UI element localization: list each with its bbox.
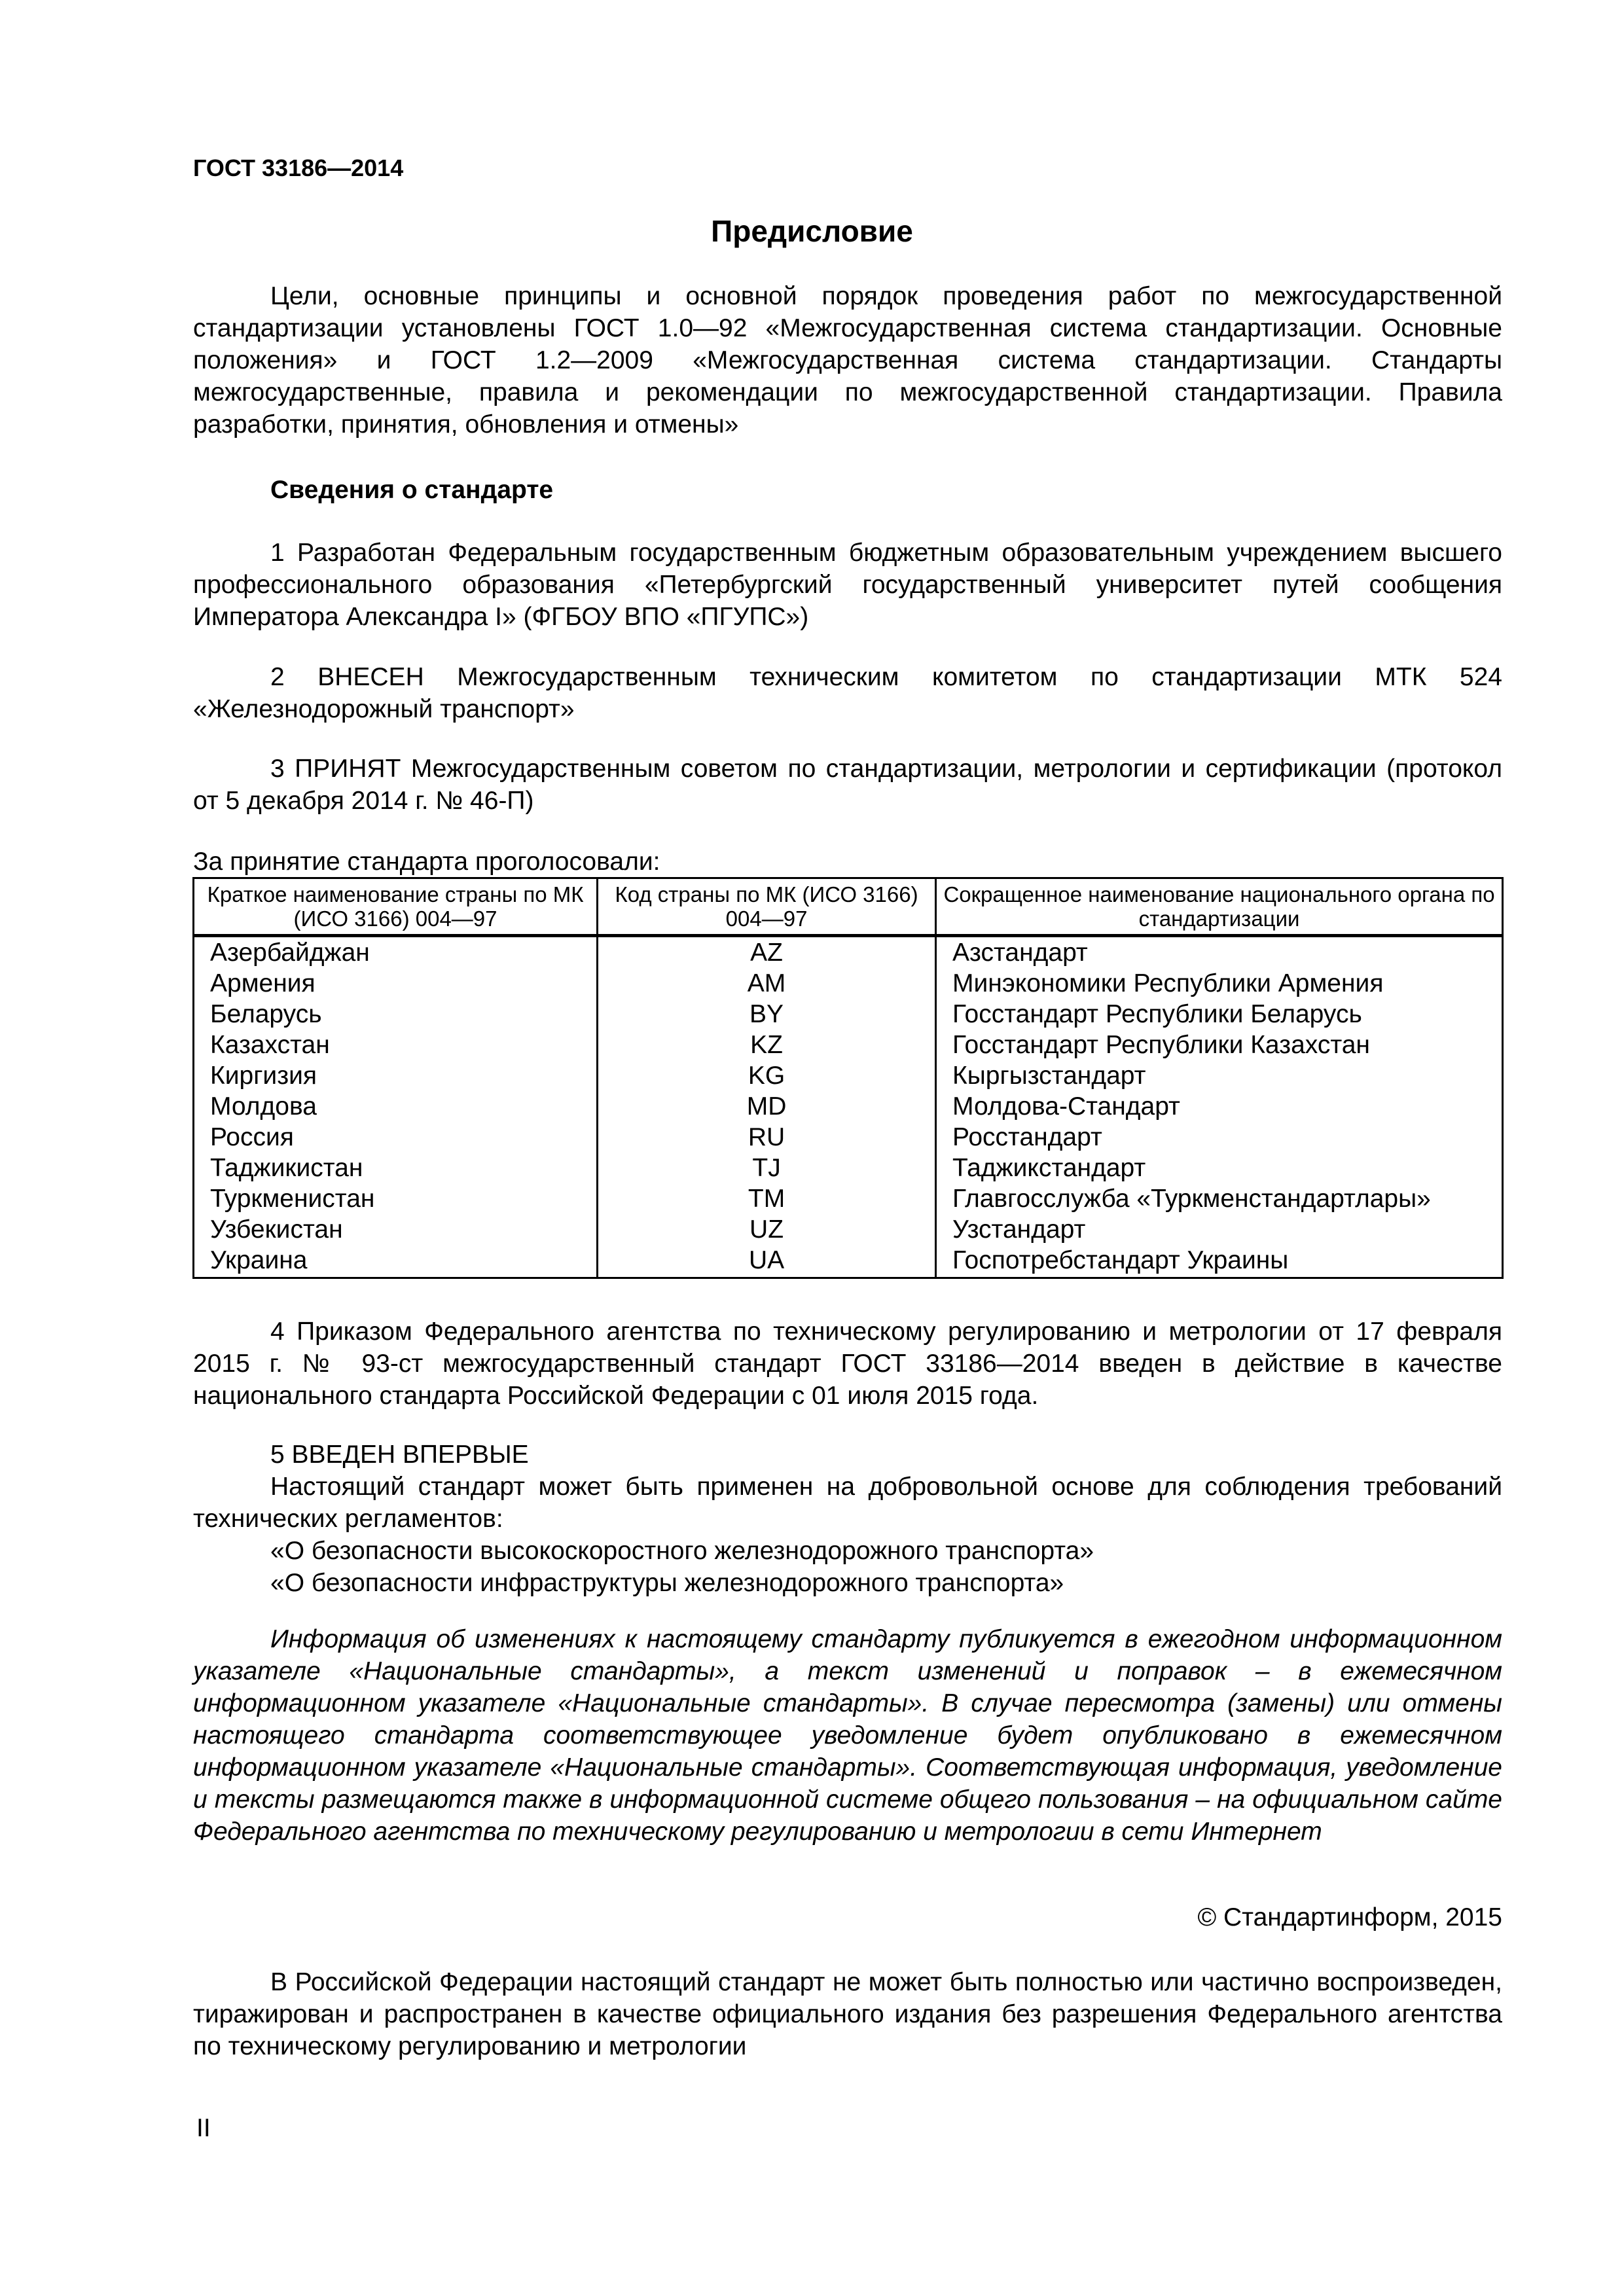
- country-code: MD: [598, 1091, 936, 1122]
- item-1: 1 Разработан Федеральным государственным бюджетным образовательным учреждением высшего профессионального образования «Петербургский государственный университет путей сообщения Императора Александра I» (ФГБОУ ВПО «ПГУПС»): [193, 539, 1502, 631]
- intro-paragraph: Цели, основные принципы и основной порядок проведения работ по межгосударственной стандартизации установлены ГОСТ 1.0—92 «Межгосударственная система стандартизации. Основные положения» и ГОСТ 1.2—2009 «Межгосударственная система стандартизации. Стандарты межгосударственные, правила и рекомендации по межгосударственной стандартизации. Правила разработки, принятия, обновления и отмены»: [193, 282, 1502, 439]
- regulation-2: «О безопасности инфраструктуры железнодорожного транспорта»: [270, 1569, 1064, 1597]
- country-name: Таджикистан: [194, 1153, 598, 1183]
- country-name: Азербайджан: [194, 936, 598, 969]
- reproduction-note: В Российской Федерации настоящий стандарт не может быть полностью или частично воспроизведен, тиражирован и распространен в качестве официального издания без разрешения Федерального агентства по техническому регулированию и метрологии: [193, 1968, 1502, 2060]
- country-code: BY: [598, 999, 936, 1030]
- authority-name: Госстандарт Республики Казахстан: [936, 1030, 1503, 1060]
- column-header-authority: Сокращенное наименование национального органа по стандартизации: [936, 878, 1503, 936]
- vote-caption: За принятие стандарта проголосовали:: [193, 848, 660, 876]
- page-title: Предисловие: [711, 214, 913, 248]
- authority-name: Госпотребстандарт Украины: [936, 1245, 1503, 1278]
- info-heading: Сведения о стандарте: [270, 476, 554, 504]
- country-name: Беларусь: [194, 999, 598, 1030]
- country-code: TM: [598, 1183, 936, 1214]
- country-name: Армения: [194, 968, 598, 999]
- table-row: [194, 1153, 1503, 1183]
- country-name: Казахстан: [194, 1030, 598, 1060]
- countries-table: [192, 877, 1504, 1279]
- country-name: Киргизия: [194, 1060, 598, 1091]
- item-5-text: Настоящий стандарт может быть применен на добровольной основе для соблюдения требований технических регламентов:: [193, 1473, 1502, 1533]
- authority-name: Азстандарт: [936, 936, 1503, 969]
- table-row: [194, 1091, 1503, 1122]
- country-name: Узбекистан: [194, 1214, 598, 1245]
- authority-name: Минэкономики Республики Армения: [936, 968, 1503, 999]
- column-header-country: Краткое наименование страны по МК (ИСО 3166) 004—97: [194, 878, 598, 936]
- country-name: Туркменистан: [194, 1183, 598, 1214]
- country-name: Молдова: [194, 1091, 598, 1122]
- country-code: KZ: [598, 1030, 936, 1060]
- authority-name: Таджикстандарт: [936, 1153, 1503, 1183]
- country-code: TJ: [598, 1153, 936, 1183]
- country-name: Украина: [194, 1245, 598, 1278]
- country-code: AM: [598, 968, 936, 999]
- country-code: AZ: [598, 936, 936, 969]
- item-4: 4 Приказом Федерального агентства по техническому регулированию и метрологии от 17 февраля 2015 г. № 93-ст межгосударственный стандарт ГОСТ 33186—2014 введен в действие в качестве национального стандарта Российской Федерации с 01 июля 2015 года.: [193, 1318, 1502, 1410]
- item-2: 2 ВНЕСЕН Межгосударственным техническим комитетом по стандартизации МТК 524 «Железнодорожный транспорт»: [193, 663, 1502, 723]
- country-code: UZ: [598, 1214, 936, 1245]
- table-row: [194, 936, 1503, 969]
- table-row: [194, 1060, 1503, 1091]
- page-number: II: [196, 2114, 211, 2142]
- document-id-header: ГОСТ 33186—2014: [193, 154, 404, 181]
- table-row: [194, 1183, 1503, 1214]
- country-name: Россия: [194, 1122, 598, 1153]
- table-header-row: [194, 878, 1503, 936]
- table-row: [194, 1122, 1503, 1153]
- authority-name: Госстандарт Республики Беларусь: [936, 999, 1503, 1030]
- table-row: [194, 968, 1503, 999]
- item-5-title: 5 ВВЕДЕН ВПЕРВЫЕ: [270, 1441, 529, 1469]
- table-row: [194, 1245, 1503, 1278]
- authority-name: Молдова-Стандарт: [936, 1091, 1503, 1122]
- authority-name: Кыргызстандарт: [936, 1060, 1503, 1091]
- table-row: [194, 1030, 1503, 1060]
- authority-name: Главгосслужба «Туркменстандартлары»: [936, 1183, 1503, 1214]
- table-row: [194, 999, 1503, 1030]
- authority-name: Росстандарт: [936, 1122, 1503, 1153]
- authority-name: Узстандарт: [936, 1214, 1503, 1245]
- table-row: [194, 1214, 1503, 1245]
- amendments-info: Информация об изменениях к настоящему стандарту публикуется в ежегодном информационном указателе «Национальные стандарты», а текст изменений и поправок – в ежемесячном информационном указателе «Национальные стандарты». В случае пересмотра (замены) или отмены настоящего стандарта соответствующее уведомление будет опубликовано в ежемесячном информационном указателе «Национальные стандарты». Соответствующая информация, уведомление и тексты размещаются также в информационной системе общего пользования – на официальном сайте Федерального агентства по техническому регулированию и метрологии в сети Интернет: [193, 1625, 1502, 1846]
- country-code: RU: [598, 1122, 936, 1153]
- copyright: © Стандартинформ, 2015: [1197, 1903, 1502, 1931]
- column-header-code: Код страны по МК (ИСО 3166) 004—97: [598, 878, 936, 936]
- country-code: UA: [598, 1245, 936, 1278]
- item-3: 3 ПРИНЯТ Межгосударственным советом по стандартизации, метрологии и сертификации (протокол от 5 декабря 2014 г. № 46-П): [193, 755, 1502, 815]
- country-code: KG: [598, 1060, 936, 1091]
- regulation-1: «О безопасности высокоскоростного железнодорожного транспорта»: [270, 1537, 1094, 1565]
